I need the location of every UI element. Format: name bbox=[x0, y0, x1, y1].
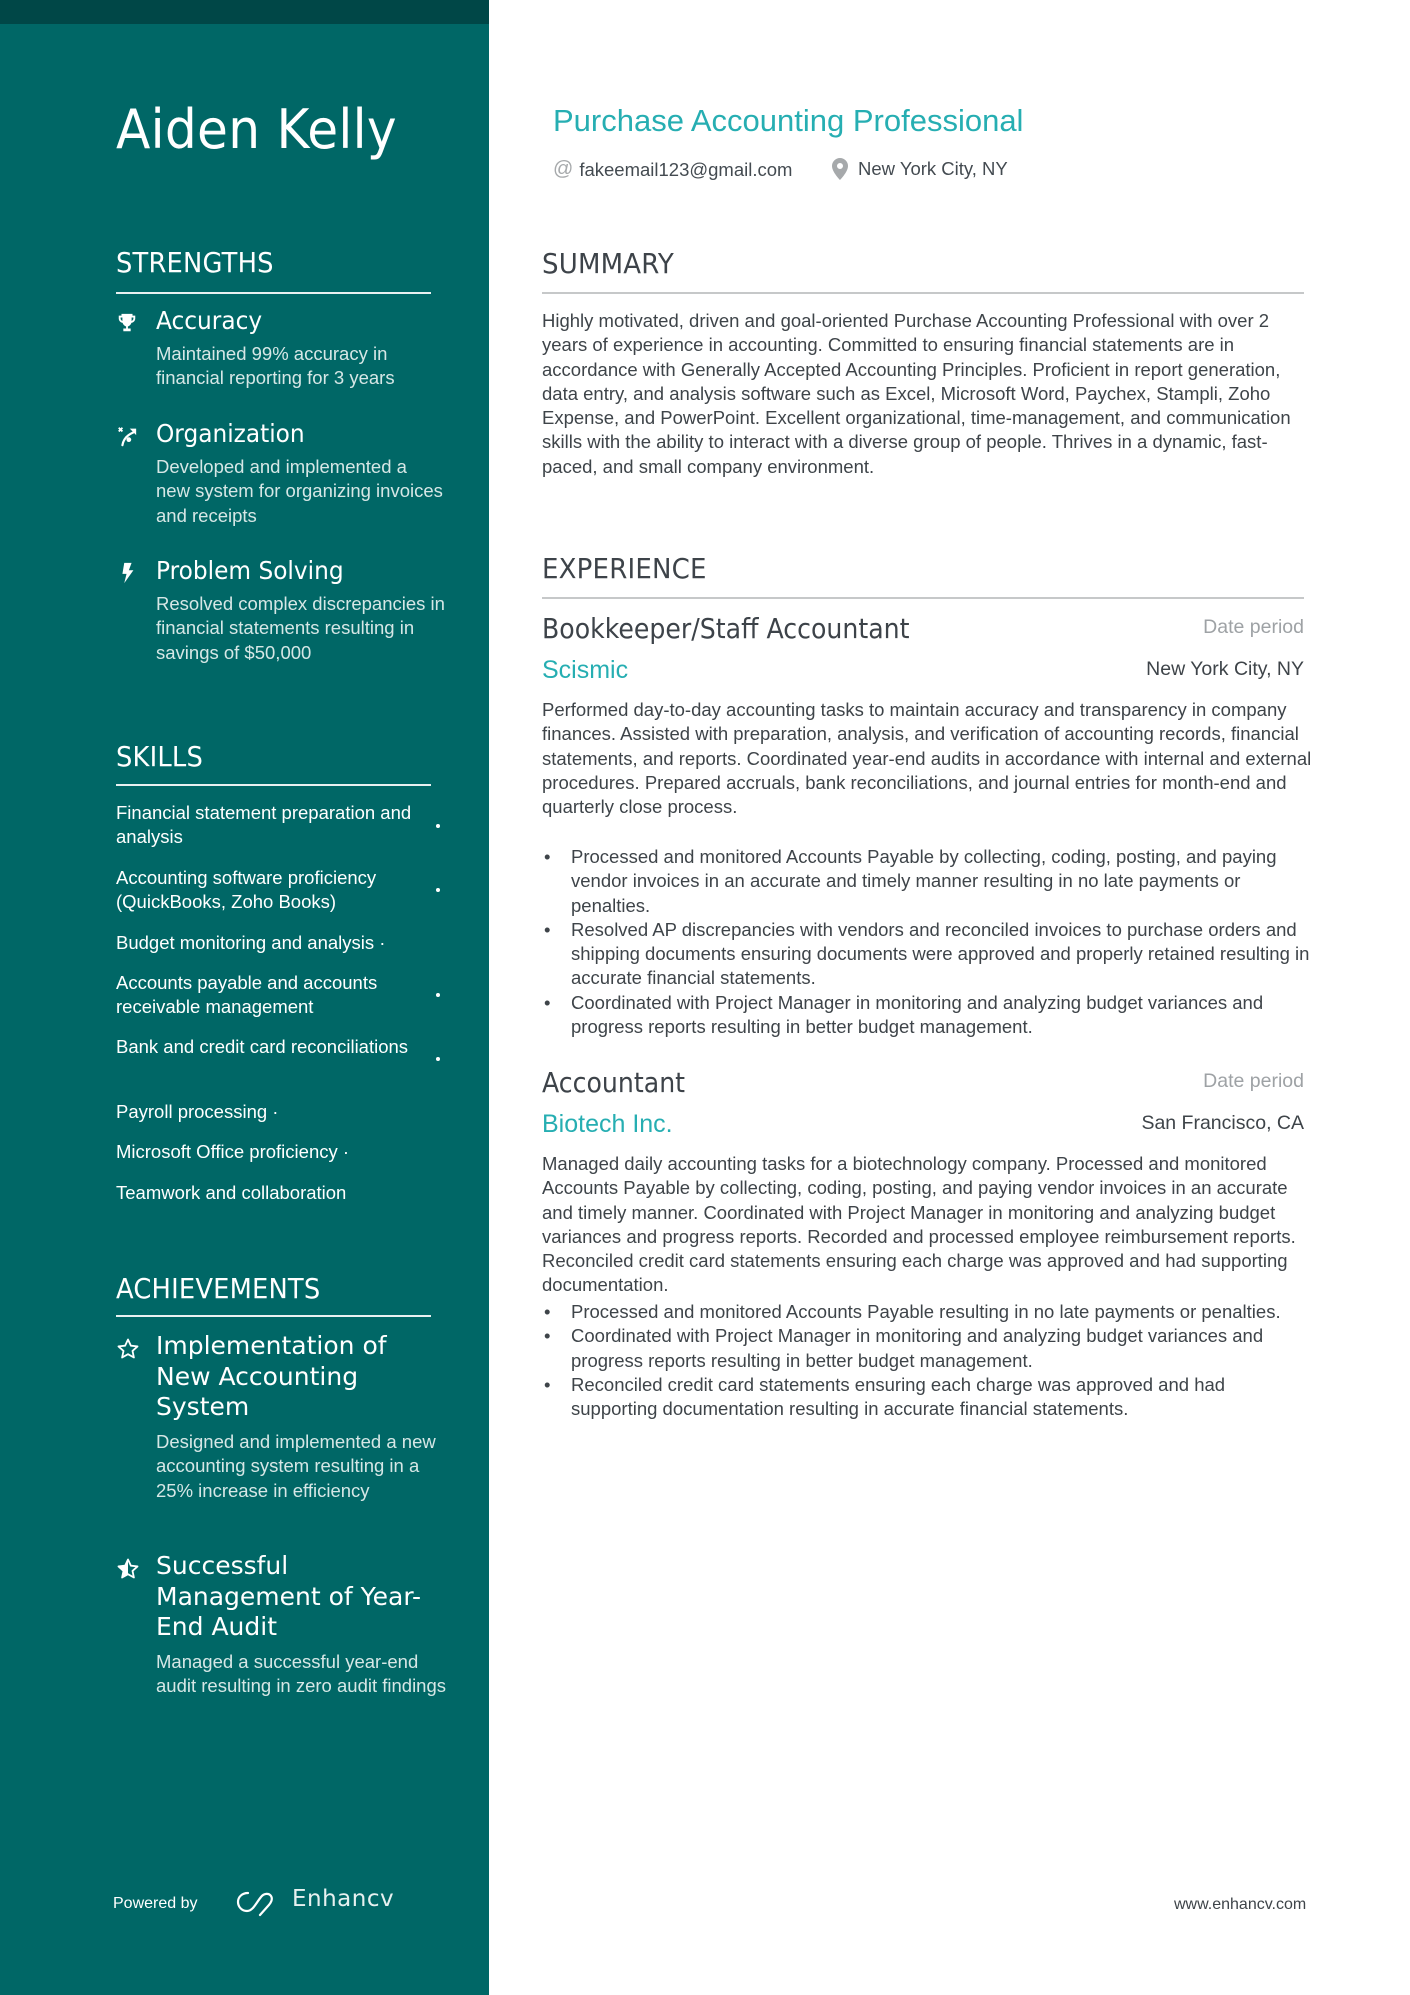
lightning-icon bbox=[116, 562, 138, 584]
footer-url-link[interactable]: www.enhancv.com bbox=[1174, 1896, 1307, 1913]
star-half-icon bbox=[116, 1557, 140, 1581]
enhancv-brand-name: Enhancv bbox=[292, 1886, 395, 1912]
email-text[interactable]: fakeemail123@gmail.com bbox=[579, 158, 793, 180]
powered-by-label: Powered by bbox=[113, 1895, 198, 1912]
experience-heading: EXPERIENCE bbox=[542, 552, 707, 585]
trophy-icon bbox=[116, 312, 138, 334]
summary-divider bbox=[542, 292, 1304, 294]
skill-item: Teamwork and collaboration bbox=[116, 1182, 347, 1203]
summary-heading: SUMMARY bbox=[542, 247, 674, 280]
job-bullets bbox=[542, 1300, 1312, 1421]
job-bullets bbox=[542, 845, 1312, 1039]
skill-item: Budget monitoring and analysis · bbox=[116, 932, 386, 953]
achievement-title: Implementation of New Accounting System bbox=[156, 1331, 387, 1421]
skill-separator-dot bbox=[436, 824, 440, 828]
skills-heading: SKILLS bbox=[116, 740, 204, 773]
skill-separator-dot bbox=[436, 888, 440, 892]
job-bullet: • Processed and monitored Accounts Payable by collecting, coding, posting, and paying vendor invoices in an accurate and timely manner resulting in no late payments or penalties. bbox=[542, 845, 1312, 918]
skill-item: Microsoft Office proficiency · bbox=[116, 1141, 350, 1162]
at-sign-icon: @ bbox=[553, 158, 574, 180]
achievements-divider bbox=[116, 1315, 431, 1317]
skill-item: Financial statement preparation and analysis bbox=[116, 802, 412, 848]
contact-location bbox=[832, 158, 1008, 180]
job-location: San Francisco, CA bbox=[1141, 1112, 1304, 1134]
job-title: Bookkeeper/Staff Accountant bbox=[542, 612, 910, 645]
strength-description: Developed and implemented a new system for organizing invoices and receipts bbox=[156, 456, 443, 526]
achievement-description: Designed and implemented a new accounting system resulting in a 25% increase in efficiency bbox=[156, 1431, 436, 1501]
skills-divider bbox=[116, 784, 431, 786]
achievement-title: Successful Management of Year-End Audit bbox=[156, 1551, 422, 1641]
job-bullet: • Coordinated with Project Manager in monitoring and analyzing budget variances and progress reports resulting in better budget management. bbox=[542, 1324, 1312, 1373]
job-bullet: • Processed and monitored Accounts Payable resulting in no late payments or penalties. bbox=[542, 1300, 1312, 1324]
job-title: Accountant bbox=[542, 1066, 686, 1099]
strength-title: Problem Solving bbox=[156, 556, 344, 585]
strength-title: Accuracy bbox=[156, 306, 263, 335]
job-location: New York City, NY bbox=[1146, 658, 1304, 680]
skill-item: Accounts payable and accounts receivable management bbox=[116, 972, 378, 1018]
skill-separator-dot bbox=[436, 1057, 440, 1061]
strategy-icon bbox=[116, 425, 138, 447]
job-description: Managed daily accounting tasks for a biotechnology company. Processed and monitored Accounts Payable by collecting, coding, posting, and paying vendor invoices in an accurate and timely manner. Coordinated with Project Manager in monitoring and analyzing budget variances and progress reports. Recorded and processed employee reimbursement reports. Reconciled credit card statements ensuring each charge was approved and had supporting documentation. bbox=[542, 1153, 1296, 1296]
strength-title: Organization bbox=[156, 419, 305, 448]
strength-description: Resolved complex discrepancies in financial statements resulting in savings of $50,000 bbox=[156, 593, 445, 663]
job-bullet: • Reconciled credit card statements ensuring each charge was approved and had supporting documentation resulting in accurate financial statements. bbox=[542, 1373, 1312, 1422]
job-bullet: • Coordinated with Project Manager in monitoring and analyzing budget variances and progress reports resulting in better budget management. bbox=[542, 991, 1312, 1040]
strengths-divider bbox=[116, 292, 431, 294]
achievements-heading: ACHIEVEMENTS bbox=[116, 1272, 321, 1305]
skill-item: Bank and credit card reconciliations bbox=[116, 1036, 409, 1057]
skill-item: Payroll processing · bbox=[116, 1101, 279, 1122]
star-outline-icon bbox=[116, 1337, 140, 1361]
enhancv-logo-icon bbox=[232, 1887, 280, 1917]
job-date: Date period bbox=[1203, 616, 1304, 638]
experience-divider bbox=[542, 597, 1304, 599]
contact-email[interactable] bbox=[553, 158, 792, 181]
top-band bbox=[0, 0, 489, 24]
job-date: Date period bbox=[1203, 1070, 1304, 1092]
job-bullet: • Resolved AP discrepancies with vendors and reconciled invoices to purchase orders and shipping documents ensuring documents were approved and properly retained resulting in accurate financial statements. bbox=[542, 918, 1312, 991]
company-name: Biotech Inc. bbox=[542, 1110, 673, 1138]
location-pin-icon bbox=[832, 158, 848, 180]
sidebar bbox=[0, 0, 489, 1995]
summary-text: Highly motivated, driven and goal-oriented Purchase Accounting Professional with over 2 years of experience in accounting. Committed to ensuring financial statements are in accordance with Generally Accepted Accounting Principles. Proficient in report generation, data entry, and analysis software such as Excel, Microsoft Word, Paychex, Stampli, Zoho Expense, and PowerPoint. Excellent organizational, time-management, and communication skills with the ability to interact with a diverse group of people. Thrives in a dynamic, fast-paced, and small company environment. bbox=[542, 310, 1291, 477]
strength-description: Maintained 99% accuracy in financial reporting for 3 years bbox=[156, 343, 395, 389]
job-description: Performed day-to-day accounting tasks to maintain accuracy and transparency in company finances. Assisted with preparation, analysis, and verification of accounting records, financial statements, and reports. Coordinated year-end audits in accordance with internal and external procedures. Prepared accruals, bank reconciliations, and journal entries for month-end and quarterly close process. bbox=[542, 699, 1312, 818]
achievement-description: Managed a successful year-end audit resulting in zero audit findings bbox=[156, 1651, 447, 1697]
skill-separator-dot bbox=[436, 993, 440, 997]
skill-item: Accounting software proficiency (QuickBooks, Zoho Books) bbox=[116, 867, 377, 913]
location-text: New York City, NY bbox=[858, 158, 1008, 179]
job-headline: Purchase Accounting Professional bbox=[553, 103, 1024, 138]
company-name: Scismic bbox=[542, 656, 629, 684]
strengths-heading: STRENGTHS bbox=[116, 246, 274, 279]
candidate-name: Aiden Kelly bbox=[116, 98, 397, 161]
